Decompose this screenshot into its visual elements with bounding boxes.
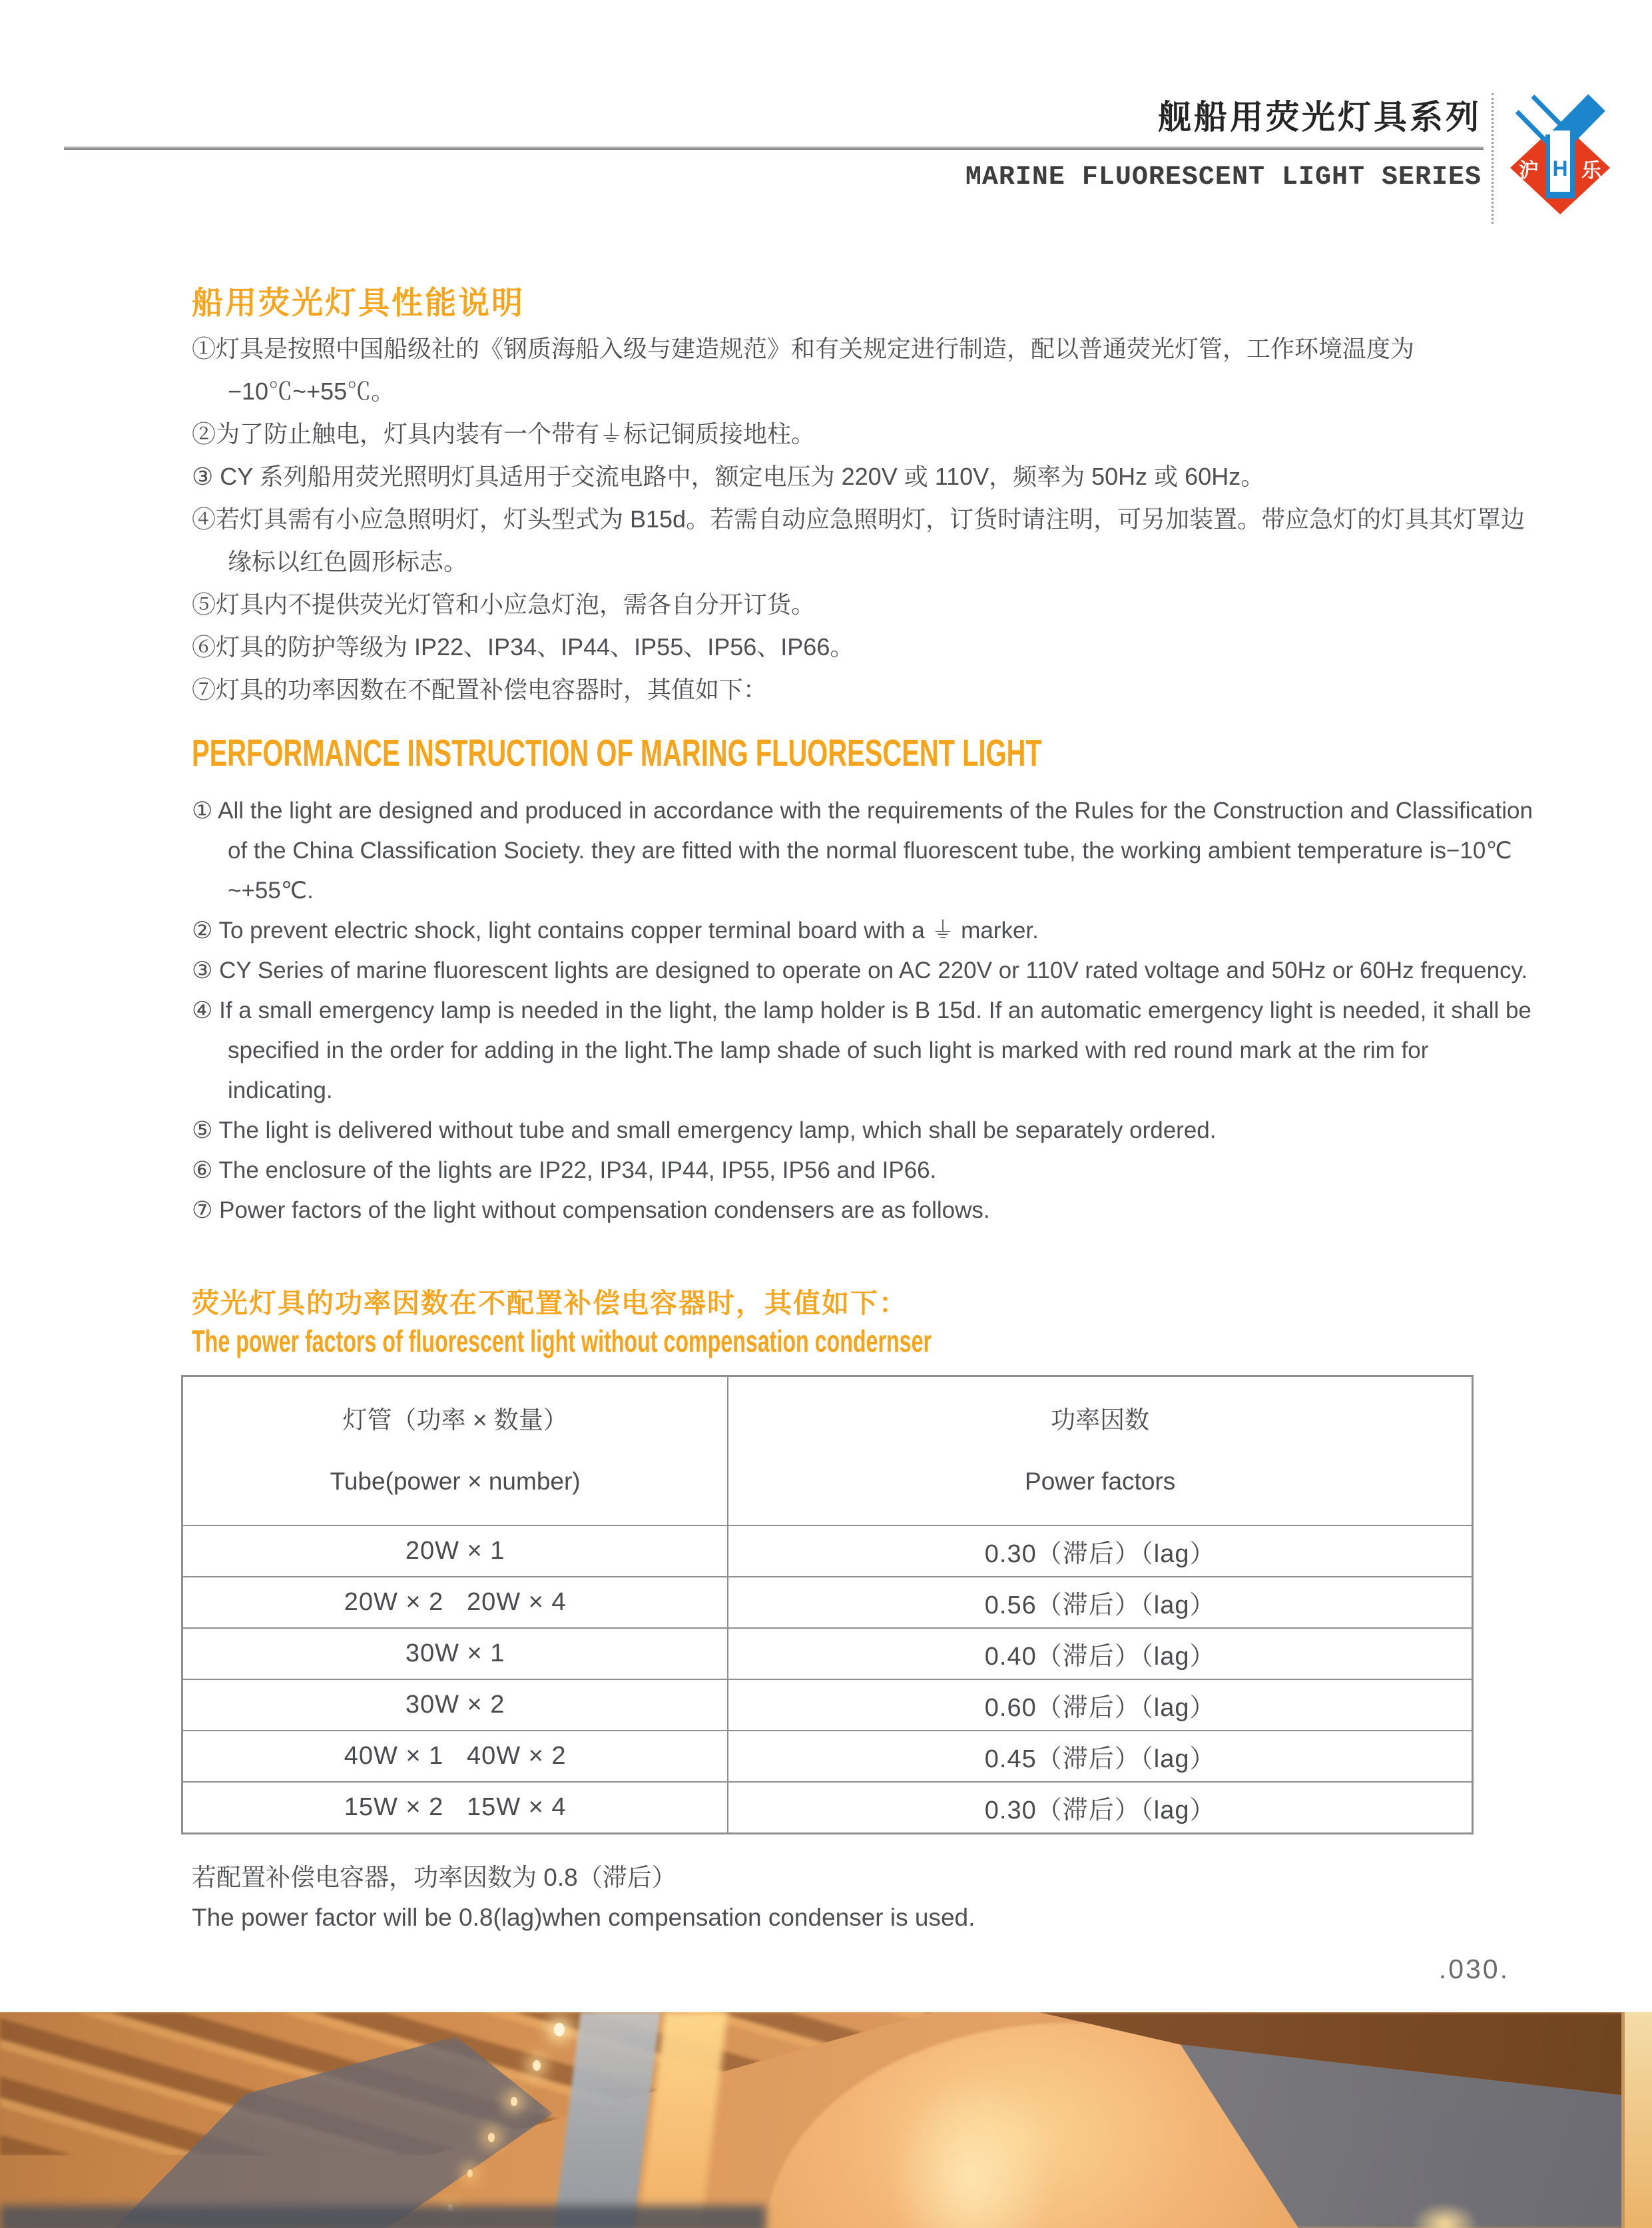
cn-item-3: ③ CY 系列船用荧光照明灯具适用于交流电路中，额定电压为 220V 或 110V，频率为 50Hz 或 60Hz。 xyxy=(192,463,1265,490)
table-note-en: The power factor will be 0.8(lag)when compensation condenser is used. xyxy=(192,1903,975,1931)
tube-column-header xyxy=(182,1376,728,1526)
pf-cell: 0.30（滞后）（lag） xyxy=(728,1782,1472,1833)
header-divider-line xyxy=(64,146,1484,150)
table-row xyxy=(182,1679,1473,1731)
table-row xyxy=(182,1782,1473,1833)
power-factor-block xyxy=(181,1281,1474,1932)
cn-item-2: ②为了防止触电，灯具内装有一个带有⏚标记铜质接地柱。 xyxy=(192,420,816,447)
power-factor-table xyxy=(181,1375,1474,1834)
section-title-en: PERFORMANCE INSTRUCTION OF MARING FLUORESCENT LIGHT xyxy=(192,732,1042,774)
cn-item-6: ⑥灯具的防护等级为 IP22、IP34、IP44、IP55、IP56、IP66。 xyxy=(192,633,854,661)
company-logo xyxy=(1504,93,1617,221)
logo-char-mid: H xyxy=(1552,156,1568,180)
section-en-list xyxy=(192,791,1537,1231)
logo-char-right: 乐 xyxy=(1581,160,1601,182)
section-title-cn: 船用荧光灯具性能说明 xyxy=(192,285,525,320)
cn-item-7: ⑦灯具的功率因数在不配置补偿电容器时，其值如下： xyxy=(192,676,768,703)
logo-char-left: 沪 xyxy=(1519,160,1539,182)
en-item-4: ④ If a small emergency lamp is needed in the light, the lamp holder is B 15d. If an automatic emergency light is needed, it shall be specified in the order for adding in the light.The lamp shade of such light is marked with red round mark at the rim for indicating. xyxy=(192,997,1531,1103)
page-title-cn: 舰船用荧光灯具系列 xyxy=(1158,99,1482,136)
tube-cell: 20W × 1 xyxy=(182,1526,728,1577)
page-number: .030. xyxy=(1438,1954,1510,1984)
bottom-photo xyxy=(0,2012,1652,2228)
en-item-6: ⑥ The enclosure of the lights are IP22, IP34, IP44, IP55, IP56 and IP66. xyxy=(192,1157,937,1183)
tube-cell: 40W × 1 40W × 2 xyxy=(182,1731,728,1782)
pf-cell: 0.30（滞后）（lag） xyxy=(728,1526,1472,1577)
en-item-3: ③ CY Series of marine fluorescent lights are designed to operate on AC 220V or 110V rated voltage and 50Hz or 60Hz frequency. xyxy=(192,958,1528,983)
table-subtitle-en-wrap xyxy=(192,1323,1474,1359)
table-row xyxy=(182,1526,1473,1577)
tube-cell: 20W × 2 20W × 4 xyxy=(182,1577,728,1628)
table-row xyxy=(182,1731,1473,1782)
table-row xyxy=(182,1628,1473,1679)
section-cn-list xyxy=(192,328,1535,711)
pf-cell: 0.40（滞后）（lag） xyxy=(728,1628,1472,1679)
table-row xyxy=(182,1577,1473,1628)
pf-cell: 0.45（滞后）（lag） xyxy=(728,1731,1472,1782)
photo-bottom-dark-strip xyxy=(0,2205,766,2228)
pf-cell: 0.60（滞后）（lag） xyxy=(728,1679,1472,1731)
en-item-2: ② To prevent electric shock, light contains copper terminal board with a ⏚ marker. xyxy=(192,918,1039,944)
en-item-5: ⑤ The light is delivered without tube and small emergency lamp, which shall be separately ordered. xyxy=(192,1117,1217,1143)
photo-right-edge-strip xyxy=(1621,2012,1652,2228)
page-title-en: MARINE FLUORESCENT LIGHT SERIES xyxy=(965,162,1482,192)
cn-item-5: ⑤灯具内不提供荧光灯管和小应急灯泡，需各自分开订货。 xyxy=(192,591,816,618)
pf-cell: 0.56（滞后）（lag） xyxy=(728,1577,1472,1628)
cn-item-1: ①灯具是按照中国船级社的《钢质海船入级与建造规范》和有关规定进行制造，配以普通荧光灯管，工作环境温度为 −10℃~+55℃。 xyxy=(192,335,1415,405)
table-subtitle-en: The power factors of fluorescent light without compensation condernser xyxy=(192,1324,932,1358)
tube-header-en: Tube(power × number) xyxy=(330,1468,581,1495)
header-dotted-divider xyxy=(1492,93,1494,224)
table-header-row xyxy=(182,1376,1473,1526)
section-title-en-wrap xyxy=(192,731,1406,775)
tube-cell: 30W × 2 xyxy=(182,1679,728,1731)
pf-header-en: Power factors xyxy=(1025,1468,1176,1495)
tube-cell: 15W × 2 15W × 4 xyxy=(182,1782,728,1833)
photo-light-dots xyxy=(554,2023,565,2036)
pf-header-cn: 功率因数 xyxy=(1051,1406,1150,1434)
pf-column-header xyxy=(728,1376,1472,1526)
cn-item-4: ④若灯具需有小应急照明灯，灯头型式为 B15d。若需自动应急照明灯，订货时请注明，可另加装置。带应急灯的灯具其灯罩边缘标以红色圆形标志。 xyxy=(192,505,1525,575)
company-logo-graphic xyxy=(1504,93,1617,221)
tube-header-cn: 灯管（功率 × 数量） xyxy=(342,1406,568,1434)
tube-cell: 30W × 1 xyxy=(182,1628,728,1679)
table-note-cn: 若配置补偿电容器，功率因数为 0.8（滞后） xyxy=(192,1863,677,1891)
table-subtitle-cn: 荧光灯具的功率因数在不配置补偿电容器时，其值如下： xyxy=(192,1288,908,1318)
en-item-1: ① All the light are designed and produced in accordance with the requirements of the Rules for the Construction and Classification of the China Classification Society. they are fitted with the normal fluorescent tube, the working ambient temperature is−10℃ ~+55℃. xyxy=(192,798,1533,904)
en-item-7: ⑦ Power factors of the light without compensation condensers are as follows. xyxy=(192,1197,990,1223)
